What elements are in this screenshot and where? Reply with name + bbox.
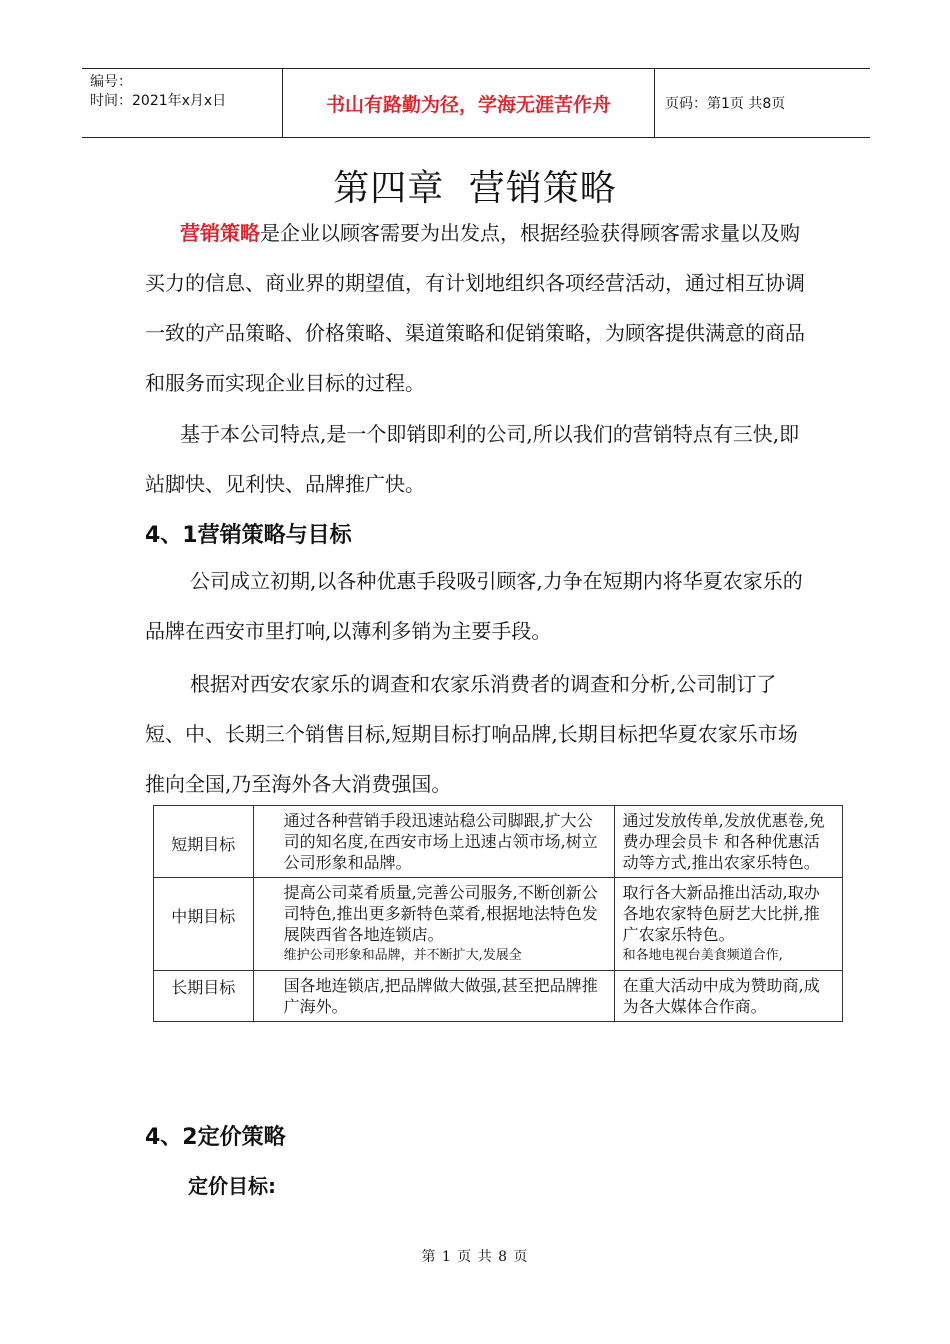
row-method: 在重大活动中成为赞助商,成为各大媒体合作商。 (614, 971, 842, 1022)
code-label: 编号： (90, 74, 132, 90)
chapter-name: 营销策略 (468, 168, 617, 209)
row-method: 取行各大新品推出活动,取办各地农家特色厨艺大比拼,推广农家乐特色。 (622, 883, 820, 944)
intro-highlight: 营销策略 (180, 221, 260, 245)
goals-table (153, 805, 843, 1022)
row-method-cell (614, 878, 842, 971)
intro-text: 是企业以顾客需要为出发点，根据经验获得顾客需求量以及购买力的信息、商业界的期望值，有计划地组织各项经营活动，通过相互协调一致的产品策略、价格策略、渠道策略和促销策略，为顾客提供满意的商品和服务而实现企业目标的过程。 (145, 221, 805, 395)
row-method-note: 和各地电视台美食频道合作, (622, 948, 783, 963)
row-label: 中期目标 (154, 878, 254, 971)
chapter-title (0, 160, 950, 211)
row-goal-cell (253, 878, 614, 971)
row-label: 长期目标 (154, 971, 254, 1022)
row-method: 通过发放传单,发放优惠卷,免费办理会员卡 和各种优惠活动等方式,推出农家乐特色。 (614, 806, 842, 878)
goals-paragraph: 根据对西安农家乐的调查和农家乐消费者的调查和分析,公司制订了短、中、长期三个销售目标,短期目标打响品牌,长期目标把华夏农家乐市场推向全国,乃至海外各大消费强国。 (145, 672, 798, 796)
pricing-subheading: 定价目标: (188, 1174, 276, 1198)
chapter-number: 第四章 (333, 168, 445, 209)
row-goal: 国各地连锁店,把品牌做大做强,甚至把品牌推广海外。 (253, 971, 614, 1022)
header-motto: 书山有路勤为径，学海无涯苦作舟 (282, 69, 655, 137)
table-row (154, 971, 843, 1022)
section-heading-pricing: 4、2定价策略 (145, 1125, 286, 1150)
table-row (154, 878, 843, 971)
section-heading-strategy: 4、1营销策略与目标 (145, 523, 352, 548)
header-meta (82, 69, 282, 137)
header-page-info: 页码：第1页 共8页 (665, 96, 786, 112)
row-goal: 提高公司菜肴质量,完善公司服务,不断创新公司特色,推出更多新特色菜肴,根据地法特色发展陕西省各地连锁店。 (283, 883, 598, 944)
page-footer: 第 1 页 共 8 页 (421, 1249, 529, 1265)
row-goal: 通过各种营销手段迅速站稳公司脚跟,扩大公司的知名度,在西安市场上迅速占领市场,树立公司形象和品牌。 (253, 806, 614, 878)
table-row (154, 806, 843, 878)
document-header (82, 68, 870, 138)
row-label: 短期目标 (154, 806, 254, 878)
strategy-paragraph: 公司成立初期,以各种优惠手段吸引顾客,力争在短期内将华夏农家乐的品牌在西安市里打响,以薄利多销为主要手段。 (145, 569, 803, 643)
features-paragraph: 基于本公司特点,是一个即销即利的公司,所以我们的营销特点有三快,即站脚快、见利快、品牌推广快。 (145, 422, 800, 496)
intro-paragraph (145, 208, 815, 408)
time-label: 时间：2021年x月x日 (90, 93, 227, 109)
row-goal-note: 维护公司形象和品牌，并不断扩大,发展全 (283, 948, 522, 963)
